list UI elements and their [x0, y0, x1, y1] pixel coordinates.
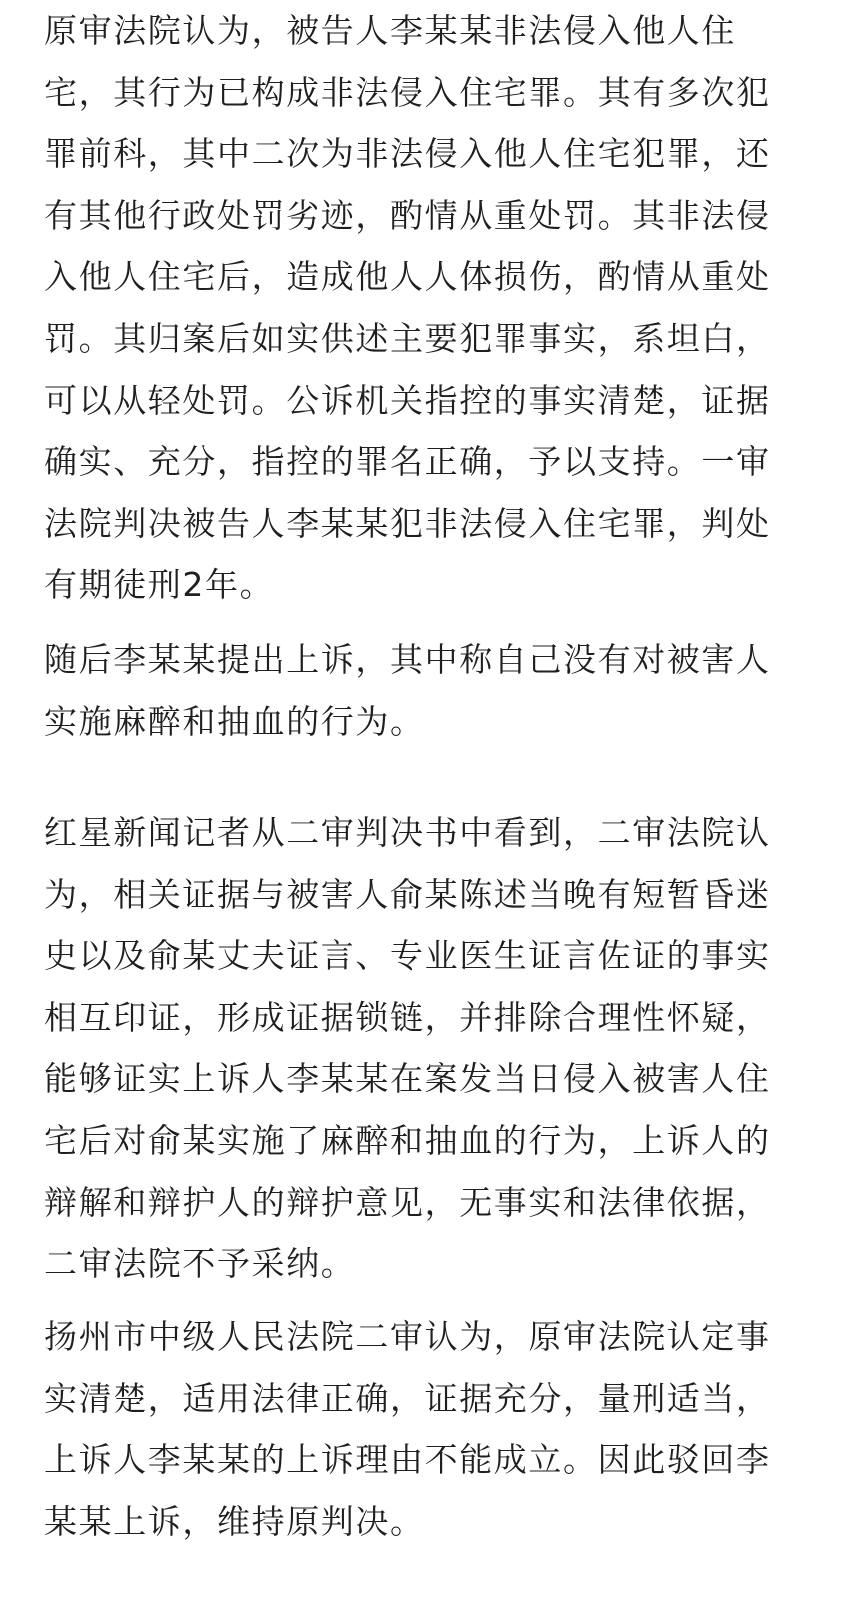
text-line: 红星新闻记者从二审判决书中看到，二审法院认 [44, 813, 771, 852]
text-line: 史以及俞某丈夫证言、专业医生证言佐证的事实 [44, 936, 771, 976]
paragraph-final-ruling [44, 1306, 771, 1552]
text-line: 原审法院认为，被告人李某某非法侵入他人住 [44, 11, 736, 50]
text-line: 辩解和辩护人的辩护意见，无事实和法律依据， [44, 1182, 771, 1222]
text-line: 实施麻醉和抽血的行为。 [44, 701, 425, 741]
text-line: 有期徒刑2年。 [44, 565, 275, 605]
text-line: 随后李某某提出上诉，其中称自己没有对被害人 [44, 640, 771, 679]
text-line: 能够证实上诉人李某某在案发当日侵入被害人住 [44, 1059, 771, 1099]
text-line: 为，相关证据与被害人俞某陈述当晚有短暂昏迷 [44, 874, 771, 914]
text-line: 宅，其行为已构成非法侵入住宅罪。其有多次犯 [44, 72, 771, 112]
text-line: 相互印证，形成证据锁链，并排除合理性怀疑， [44, 997, 771, 1037]
text-line: 罚。其归案后如实供述主要犯罪事实，系坦白， [44, 318, 771, 358]
paragraph-original-trial [44, 0, 771, 616]
text-line: 可以从轻处罚。公诉机关指控的事实清楚，证据 [44, 380, 771, 420]
text-line: 有其他行政处罚劣迹，酌情从重处罚。其非法侵 [44, 195, 771, 235]
text-line: 宅后对俞某实施了麻醉和抽血的行为，上诉人的 [44, 1120, 771, 1160]
text-line: 实清楚，适用法律正确，证据充分，量刑适当， [44, 1378, 771, 1418]
text-line: 某某上诉，维持原判决。 [44, 1501, 425, 1541]
text-line: 扬州市中级人民法院二审认为，原审法院认定事 [44, 1317, 771, 1356]
text-line: 确实、充分，指控的罪名正确，予以支持。一审 [44, 442, 771, 482]
text-line: 上诉人李某某的上诉理由不能成立。因此驳回李 [44, 1440, 771, 1480]
paragraph-second-trial-opinion [44, 802, 771, 1295]
text-line: 法院判决被告人李某某犯非法侵入住宅罪，判处 [44, 503, 771, 543]
paragraph-appeal [44, 629, 771, 752]
text-line: 二审法院不予采纳。 [44, 1244, 356, 1284]
text-line: 入他人住宅后，造成他人人体损伤，酌情从重处 [44, 257, 771, 297]
text-line: 罪前科，其中二次为非法侵入他人住宅犯罪，还 [44, 134, 771, 174]
